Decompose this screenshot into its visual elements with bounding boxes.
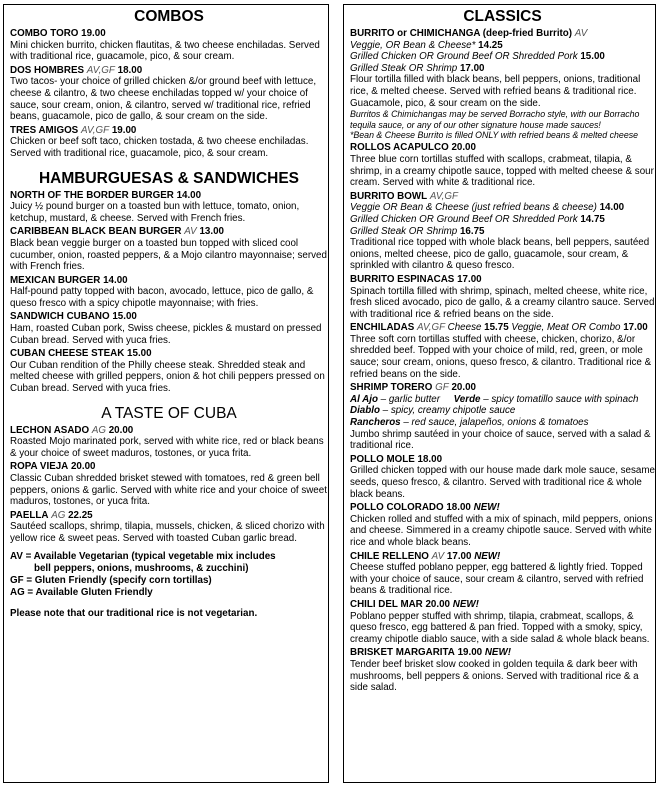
item-name: DOS HOMBRES [10,64,85,76]
item-tag: AV [184,226,197,238]
item-name: SANDWICH CUBANO [10,311,110,323]
item-name: BURRITO BOWL [350,190,428,202]
sauce-desc: – spicy, creamy chipotle sauce [379,405,516,417]
menu-item-chili-del-mar [350,599,655,645]
item-tag: AV [574,28,588,39]
item-price: 20.00 [425,598,451,610]
item-description: Cheese stuffed poblano pepper, egg battered & lightly fried. Topped with your choice of sauce, sour cream & cilantro, served with refried beans & traditional rice. [350,562,644,597]
item-price: 14.00 [103,274,128,286]
section-title-hamburguesas: HAMBURGUESAS & SANDWICHES [38,169,300,187]
legend-ag: AG = Available Gluten Friendly [10,586,153,598]
item-price: 17.00 [446,550,472,562]
item-name: PAELLA [10,509,49,521]
item-name: SHRIMP TORERO [350,382,433,394]
sauce-desc: – spicy tomatillo sauce with spinach [480,393,639,405]
item-price: 18.00 [117,64,143,76]
item-price: 18.00 [446,502,471,514]
item-name: ROPA VIEJA [10,461,69,473]
item-description: Two tacos- your choice of grilled chicken &/or ground beef with lettuce, cheese & cilantro, & two cheese enchiladas topped w/ your choice of sauce, sour cream, onion, & cilantro, served w/ traditional rice, refried beans, guacamole, pico de gallo, & sour cream on the side. [10,76,317,123]
menu-item-caribbean-burger [10,226,328,272]
sauce-name: Rancheros [350,417,401,429]
item-tag: AV,GF [416,322,445,334]
item-name: BURRITO or CHIMICHANGA (deep-fried Burrito) [350,28,573,39]
option-price: 15.00 [580,51,605,63]
menu-item-chile-relleno [350,551,655,597]
item-description: Juicy ½ pound burger on a toasted bun with lettuce, tomato, onion, ketchup, mustard, & cheese. Served with French fries. [10,201,300,224]
new-badge: NEW! [452,598,479,610]
item-description: Three soft corn tortillas stuffed with cheese, chicken, chorizo, &/or shredded beef. Topped with your choice of mild, red, green, or mole sauce; sour cream, onions, queso fresco, & cilantro. Traditional rice & refried beans on the side. [350,333,652,380]
item-name: MEXICAN BURGER [10,274,101,286]
item-tag: AV,GF [86,64,115,76]
item-description: Black bean veggie burger on a toasted bun topped with sliced cool cucumber, onion, roasted peppers, & a Mojo cilantro mayonnaise; served with French fries. [10,237,327,273]
option-label: Grilled Steak OR Shrimp [350,225,460,237]
section-title-classics: CLASSICS [463,8,542,25]
item-price: 13.00 [199,226,224,238]
item-name: CUBAN CHEESE STEAK [10,348,125,360]
option-label: Grilled Chicken OR Ground Beef OR Shredded Pork [350,51,581,63]
menu-item-combo-toro [10,28,328,63]
item-tag: AG [51,509,66,521]
option-price: 16.75 [459,225,485,237]
menu-item-paella [10,510,328,545]
sauce-name: Al Ajo [350,393,378,405]
sauce-desc: – red sauce, jalapeños, onions & tomatoes [400,417,589,429]
item-price: 20.00 [108,424,134,436]
section-title-combos: COMBOS [134,8,204,25]
menu-item-lechon-asado [10,425,328,460]
option-label: Veggie OR Bean & Cheese (just refried beans & cheese) [350,202,600,214]
item-price: 19.00 [111,124,137,136]
item-price: 19.00 [81,28,106,39]
item-description: Roasted Mojo marinated pork, served with white rice, red or black beans & your choice of sweet maduros, tostones, or yuca frita. [10,436,324,459]
item-name: CHILI DEL MAR [350,598,423,610]
menu-item-dos-hombres [10,65,328,123]
option-price: 14.25 [478,39,503,51]
sauce-name: Verde [453,393,481,405]
menu-item-burrito-bowl [350,191,655,272]
menu-item-cuban-cheese-steak [10,348,328,394]
item-tag: AV,GF [429,190,458,202]
item-name: TRES AMIGOS [10,124,79,136]
item-name: CARIBBEAN BLACK BEAN BURGER [10,226,182,238]
option-label: Grilled Chicken OR Ground Beef OR Shredded Pork [350,213,581,225]
legend-av: AV = Available Vegetarian (typical vegetable mix includes [10,550,276,562]
option-price: 14.00 [599,202,625,214]
item-description: Traditional rice topped with whole black beans, bell peppers, sautéed onions, melted cheese, pico de gallo, guacamole, sour cream, & sprinkled with cilantro & queso fresco. [350,237,650,272]
item-name: ROLLOS ACAPULCO [350,142,449,154]
item-name: BURRITO ESPINACAS [350,273,455,285]
item-price: 17.00 [457,273,482,285]
item-tag: AG [91,424,106,436]
menu-item-rollos-acapulco [350,142,655,188]
item-price: 20.00 [70,461,96,473]
item-description: Tender beef brisket slow cooked in golden tequila & dark beer with mushrooms, bell peppers & onions. Served with traditional rice & a side salad. [350,658,639,694]
item-tag: AV,GF [80,124,110,136]
item-name: NORTH OF THE BORDER BURGER [10,189,174,201]
sauce-desc: – garlic butter [377,393,441,405]
borracho-note: Burritos & Chimichangas may be served Borracho style, with our Borracho tequila sauce, or any of our other signature house made sauces! [350,109,640,130]
menu-item-ropa-vieja [10,461,328,507]
right-column [343,4,656,783]
rice-note: Please note that our traditional rice is not vegetarian. [10,607,258,619]
menu-item-mexican-burger [10,275,328,310]
item-price: 20.00 [451,382,476,394]
sauce-name: Diablo [350,405,380,417]
legend-gf: GF = Gluten Friendly (specify corn tortillas) [10,574,212,586]
legend-av-detail: bell peppers, onions, mushrooms, & zucchini) [34,562,249,574]
item-description: Chicken or beef soft taco, chicken tostada, & two cheese enchiladas. Served with traditional rice, guacamole, pico, & sour cream. [10,136,309,159]
menu-item-burrito-espinacas [350,274,655,320]
item-description: Spinach tortilla filled with shrimp, spinach, melted cheese, white rice, fresh sliced avocado, pico de gallo, & a creamy cilantro sauce. Served with traditional rice & refried beans on the side. [350,285,655,320]
option-price: 17.00 [459,62,485,74]
option-label: Veggie, Meat OR Combo [508,322,624,334]
option-label: Veggie, OR Bean & Cheese* [350,39,479,51]
section-title-cuba: A TASTE OF CUBA [101,404,237,422]
option-price: 14.75 [580,213,605,225]
item-description: Grilled chicken topped with our house made dark mole sauce, sesame seeds, queso fresco, & cilantro. Served with traditional rice & whole black beans. [350,465,655,500]
bean-cheese-note: *Bean & Cheese Burrito is filled ONLY with refried beans & melted cheese [350,129,639,140]
option-label: Cheese [444,322,485,334]
menu-item-burrito-chimichanga [350,28,655,140]
menu-item-pollo-mole [350,454,655,500]
item-name: BRISKET MARGARITA [350,647,455,659]
item-name: POLLO COLORADO [350,502,444,514]
item-price: 18.00 [417,453,443,465]
item-name: COMBO TORO [10,28,79,39]
item-name: POLLO MOLE [350,453,415,465]
item-description: Classic Cuban shredded brisket stewed with tomatoes, red & green bell peppers, onions & garlic. Served with white rice and your choice of sweet maduros, tostones, or yuca frita. [10,473,327,508]
option-price: 17.00 [623,322,648,334]
item-price: 20.00 [451,142,476,154]
item-description: Half-pound patty topped with bacon, avocado, lettuce, pico de gallo, & queso fresco with a spicy chipotle mayonnaise; with fries. [10,286,314,309]
item-price: 14.00 [176,189,202,201]
left-column [3,4,329,783]
item-description: Flour tortilla filled with black beans, bell peppers, onions, traditional rice, & melted cheese. Served with refried beans & traditional rice. Guacamole, pico, & sour cream on the side. [350,74,641,109]
menu-item-tres-amigos [10,125,328,160]
dietary-legend [10,551,328,599]
item-description: Chicken rolled and stuffed with a mix of spinach, mild peppers, onions and cheese. Simmered in a creamy chipotle sauce. Served with white rice and whole black beans. [350,513,653,548]
option-label: Grilled Steak OR Shrimp [350,62,460,74]
item-description: Three blue corn tortillas stuffed with scallops, crabmeat, tilapia, & shrimp, in a creamy chipotle sauce, topped with melted cheese & sour cream. Served with white & traditional rice. [350,153,654,189]
menu-item-enchiladas [350,322,655,380]
item-tag: GF [435,382,449,394]
item-name: ENCHILADAS [350,322,415,334]
item-description: Our Cuban rendition of the Philly cheese steak. Shredded steak and melted cheese with grilled peppers, onion & hot chili peppers pressed on Cuban bread. Served with yuca fries. [10,359,325,395]
menu-item-brisket-margarita [350,647,655,693]
option-price: 15.75 [484,322,509,334]
item-name: LECHON ASADO [10,424,90,436]
menu-item-north-border-burger [10,190,328,225]
menu-item-pollo-colorado [350,502,655,548]
item-description: Ham, roasted Cuban pork, Swiss cheese, pickles & mustard on pressed Cuban bread. Served with yuca fries. [10,323,322,346]
item-description: Jumbo shrimp sautéed in your choice of sauce, served with a salad & traditional rice. [350,428,651,452]
item-description: Sautéed scallops, shrimp, tilapia, mussels, chicken, & sliced chorizo with yellow rice & sweet peas. Served with toasted Cuban garlic bread. [10,521,325,544]
item-description: Mini chicken burrito, chicken flautitas, & two cheese enchiladas. Served with traditional rice, guacamole, pico, & sour cream. [10,39,320,63]
menu-item-shrimp-torero [350,382,655,452]
item-price: 22.25 [68,509,93,521]
new-badge: NEW! [474,550,501,562]
item-name: CHILE RELLENO [350,550,429,562]
new-badge: NEW! [484,647,511,659]
item-tag: AV [431,550,445,562]
item-price: 19.00 [457,647,483,659]
menu-item-sandwich-cubano [10,311,328,346]
item-price: 15.00 [127,348,152,360]
new-badge: NEW! [473,502,500,514]
item-price: 15.00 [112,311,137,323]
item-description: Poblano pepper stuffed with shrimp, tilapia, crabmeat, scallops, & queso fresco, egg battered & pan fried. Topped with a smoky, spicy, creamy chipotle diablo sauce, with a side salad & whole black beans. [350,610,650,645]
